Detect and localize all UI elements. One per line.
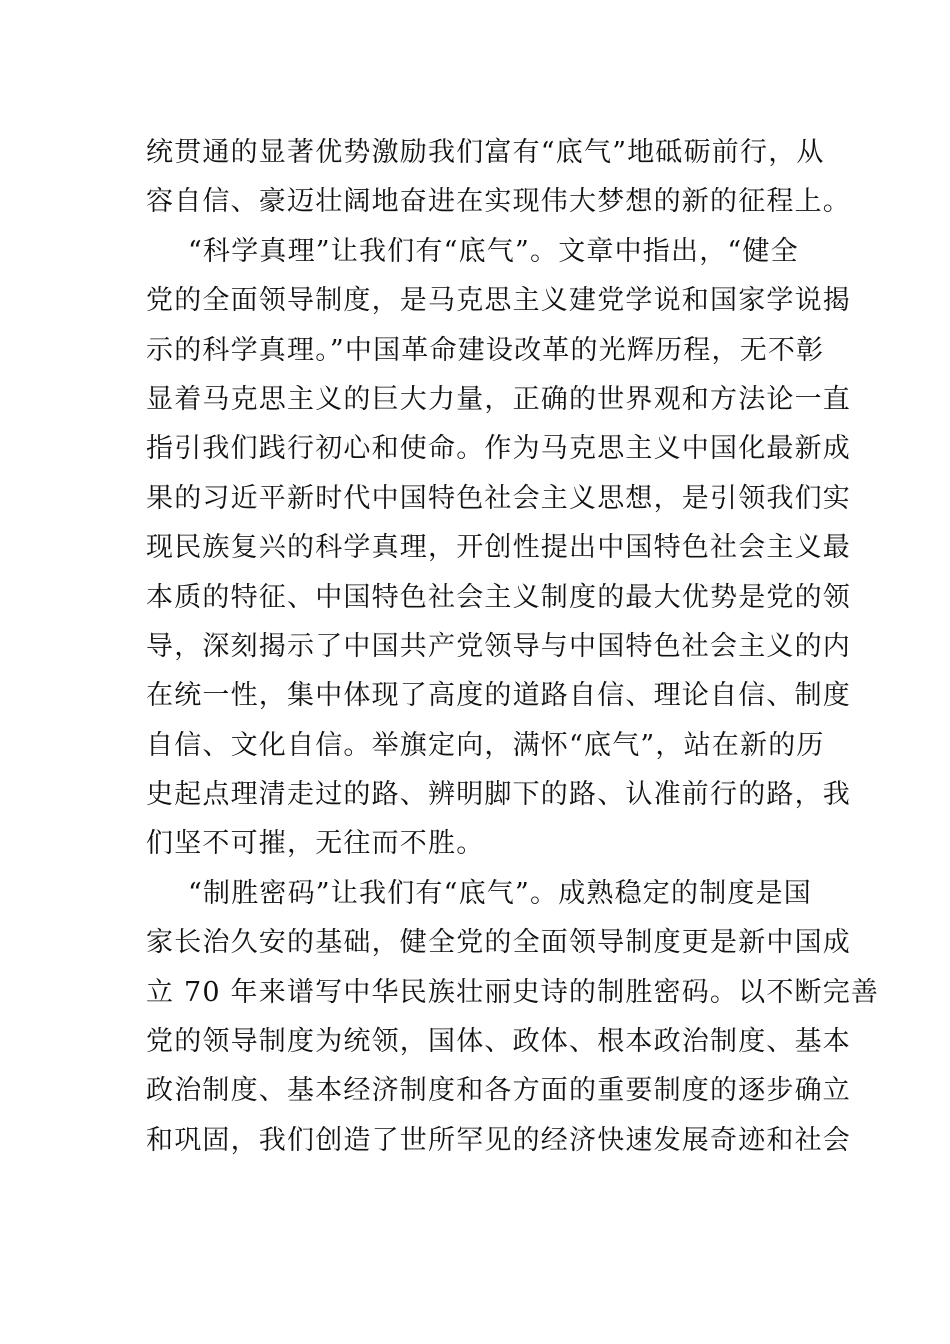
text-line: 家长治久安的基础，健全党的全面领导制度更是新中国成 — [146, 927, 851, 959]
text-line: 党的领导制度为统领，国体、政体、根本政治制度、基本 — [146, 1026, 851, 1058]
text-line: 自信、文化自信。举旗定向，满怀“底气”，站在新的历 — [146, 729, 825, 761]
text-line: 容自信、豪迈壮阔地奋进在实现伟大梦想的新的征程上。 — [146, 186, 851, 218]
text-line: 党的全面领导制度，是马克思主义建党学说和国家学说揭 — [146, 285, 851, 317]
text-line: 果的习近平新时代中国特色社会主义思想，是引领我们实 — [146, 482, 851, 514]
text-line: 导，深刻揭示了中国共产党领导与中国特色社会主义的内 — [146, 630, 851, 662]
body-text — [146, 128, 880, 1165]
paragraph-continuation — [146, 128, 851, 227]
text-line: 和巩固，我们创造了世所罕见的经济快速发展奇迹和社会 — [146, 1124, 851, 1156]
paragraph-scientific-truth — [146, 227, 851, 869]
text-line: 指引我们践行初心和使命。作为马克思主义中国化最新成 — [146, 433, 851, 465]
text-line: 本质的特征、中国特色社会主义制度的最大优势是党的领 — [146, 581, 851, 613]
text-line: “科学真理”让我们有“底气”。文章中指出，“健全 — [188, 235, 799, 267]
paragraph-winning-code — [146, 869, 880, 1165]
text-line: “制胜密码”让我们有“底气”。成熟稳定的制度是国 — [188, 877, 813, 909]
text-line: 政治制度、基本经济制度和各方面的重要制度的逐步确立 — [146, 1075, 851, 1107]
text-line: 统贯通的显著优势激励我们富有“底气”地砥砺前行，从 — [146, 137, 825, 168]
text-line: 显着马克思主义的巨大力量，正确的世界观和方法论一直 — [146, 383, 851, 415]
text-line: 在统一性，集中体现了高度的道路自信、理论自信、制度 — [146, 680, 851, 712]
text-line: 史起点理清走过的路、辨明脚下的路、认准前行的路，我 — [146, 779, 851, 811]
text-line: 们坚不可摧，无往而不胜。 — [146, 828, 485, 860]
text-line: 立 70 年来谱写中华民族壮丽史诗的制胜密码。以不断完善 — [146, 976, 880, 1008]
text-line: 现民族复兴的科学真理，开创性提出中国特色社会主义最 — [146, 532, 851, 564]
text-line: 示的科学真理。”中国革命建设改革的光辉历程，无不彰 — [146, 334, 825, 366]
